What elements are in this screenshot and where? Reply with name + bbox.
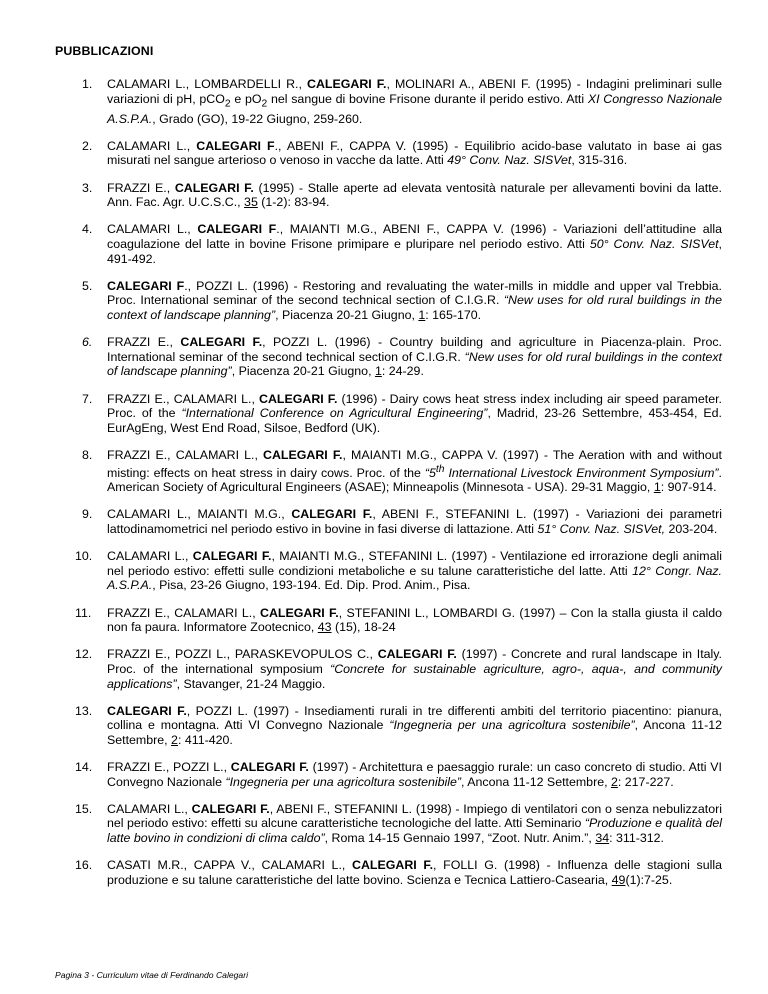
venue: “Produzione e qualità del latte bovino in condizioni di clima caldo” <box>107 816 722 846</box>
item-number: 6. <box>82 335 93 350</box>
subscript: 2 <box>224 98 231 110</box>
citation-text: : 411-420. <box>177 732 233 747</box>
highlighted-author: CALEGARI F <box>197 222 277 237</box>
volume: 1 <box>418 307 426 322</box>
authors: CASATI M.R., CAPPA V., CALAMARI L., <box>107 858 353 873</box>
authors: CALAMARI L., <box>107 138 197 153</box>
citation-text: : 217-227. <box>617 774 674 789</box>
subscript: 2 <box>261 98 268 110</box>
citation-text: , Piacenza 20-21 Giugno, <box>275 307 419 322</box>
list-item <box>75 801 722 846</box>
citation-text: ., POZZI L. (1996) - Restoring and revaluating the water-mills in middle and upper val Trebbia. Proc. International seminar of the second technical section of C.I.G.R. <box>107 278 722 308</box>
item-number: 4. <box>82 222 93 237</box>
highlighted-author: CALEGARI F. <box>107 703 187 718</box>
citation-text: (1):7-25. <box>625 872 673 887</box>
citation-text: : 165-170. <box>425 307 482 322</box>
venue: “New uses for old rural buildings in the context of landscape planning” <box>107 293 722 322</box>
list-item <box>75 549 722 593</box>
citation-text: , ABENI F., STEFANINI L. (1997) - Variazioni dei parametri lattodinamometrici nel periodo estivo in bovine in fasi diverse di lattazione. Atti <box>107 507 722 536</box>
citation-text: ., ABENI F., CAPPA V. (1995) - Equilibrio acido-base valutato in base ai gas misurati nel sangue arterioso o venoso in vacche da latte. Atti <box>107 138 722 168</box>
citation-text: , Stavanger, 21-24 Maggio. <box>176 676 326 691</box>
citation-text: , MAIANTI M.G., CAPPA V. (1997) - The Aeration with and without misting: effects on heat stress in dairy cows. Proc. of the <box>107 447 723 480</box>
venue: 12° Congr. Naz. A.S.P.A. <box>107 563 722 593</box>
item-number: 14. <box>75 760 93 775</box>
venue: 51° Conv. Naz. SISVet, <box>537 522 666 536</box>
item-number: 15. <box>75 801 93 816</box>
venue: “Concrete for sustainable agriculture, agro-, aqua-, and community applications” <box>107 661 722 691</box>
volume: 2 <box>171 732 178 747</box>
citation-text: (1997) - Architettura e paesaggio rurale: un caso concreto di studio. Atti VI Convegno Nazionale <box>107 760 722 789</box>
citation-text: ., MAIANTI M.G., ABENI F., CAPPA V. (1996) - Variazioni dell’attitudine alla coagulazione del latte in bovine Frisone primipare e pluripare nel periodo estivo. Atti <box>107 222 723 251</box>
item-number: 2. <box>82 138 93 153</box>
highlighted-author: CALEGARI F. <box>291 507 373 522</box>
authors: CALAMARI L., <box>107 222 198 237</box>
venue: International Livestock Environment Symposium” <box>444 465 719 480</box>
citation-text: , MAIANTI M.G., STEFANINI L. (1997) - Ventilazione ed irrorazione degli animali nel periodo estivo: effetti sulle condizioni metaboliche e su talune caratteristiche del latte. Atti <box>107 549 722 578</box>
highlighted-author: CALEGARI F. <box>377 647 457 662</box>
list-item <box>75 858 722 887</box>
highlighted-author: CALEGARI F <box>107 278 185 293</box>
highlighted-author: CALEGARI F. <box>352 858 434 873</box>
authors: FRAZZI E., CALAMARI L., <box>107 605 260 620</box>
venue: XI Congresso Nazionale A.S.P.A. <box>107 91 722 126</box>
list-item <box>82 391 723 436</box>
citation-text: , POZZI L. (1996) - Country building and agriculture in Piacenza-plain. Proc. International seminar of the second technical section of C.I.G.R. <box>107 335 722 364</box>
item-number: 7. <box>82 391 93 406</box>
highlighted-author: CALEGARI F. <box>192 549 272 564</box>
item-number: 5. <box>82 278 93 293</box>
list-item <box>75 647 722 691</box>
list-item <box>82 507 722 536</box>
venue: “5 <box>424 465 436 480</box>
list-item <box>82 222 723 266</box>
citation-text: (1997) - Concrete and rural landscape in Italy. Proc. of the international symposium <box>107 647 722 676</box>
volume: 1 <box>653 480 661 495</box>
citation-text: , Ancona 11-12 Settembre, <box>461 774 611 789</box>
venue: 50° Conv. Naz. SISVet <box>589 237 719 251</box>
page-footer: Pagina 3 - Curriculum vitae di Ferdinando Calegari <box>55 970 248 980</box>
venue: “New uses for old rural buildings in the context of landscape planning” <box>107 349 722 379</box>
volume: 49 <box>611 872 626 887</box>
citation-text: : 311-312. <box>609 831 665 846</box>
citation-text: , FOLLI G. (1998) - Influenza delle stagioni sulla produzione e su talune caratteristiche del latte bovino. Scienza e Tecnica Lattiero-Casearia, <box>107 858 722 887</box>
citation-text: (1-2): 83-94. <box>257 195 330 210</box>
item-number: 8. <box>82 447 93 462</box>
citation-text: , MOLINARI A., ABENI F. (1995) - Indagini preliminari sulle variazioni di pH, pCO <box>107 77 722 106</box>
citation-text: nel sangue di bovine Frisone durante il perido estivo. Atti <box>267 91 588 106</box>
citation-text: e pO <box>230 91 262 106</box>
highlighted-author: CALEGARI F. <box>263 447 343 462</box>
authors: FRAZZI E., <box>107 335 181 350</box>
citation-text: , 491-492. <box>107 237 722 266</box>
citation-text: , Piacenza 20-21 Giugno, <box>231 364 375 379</box>
volume: 2 <box>610 774 618 789</box>
list-item <box>82 447 723 495</box>
volume: 34 <box>595 831 610 846</box>
item-number: 9. <box>82 507 93 522</box>
citation-text: , Madrid, 23-26 Settembre, 453-454, Ed. EurAgEng, West End Road, Silsoe, Bedford (UK). <box>107 406 723 435</box>
highlighted-author: CALEGARI F. <box>230 760 309 775</box>
citation-text: : 907-914. <box>660 480 717 495</box>
item-number: 12. <box>75 647 93 662</box>
volume: 43 <box>317 620 332 635</box>
citation-text: , Pisa, 23-26 Giugno, 193-194. Ed. Dip. Prod. Anim., Pisa. <box>152 578 471 593</box>
highlighted-author: CALEGARI F. <box>307 77 387 91</box>
venue: “Ingegneria per una agricoltura sostenibile” <box>389 718 635 733</box>
authors: CALAMARI L., <box>107 801 192 816</box>
volume: 35 <box>244 195 258 210</box>
item-number: 16. <box>75 858 93 873</box>
citation-text: (1995) - Stalle aperte ad elevata ventosità naturale per allevamenti bovini da latte. Ann. Fac. Agr. U.C.S.C., <box>107 180 722 210</box>
citation-text: , Roma 14-15 Gennaio 1997, “Zoot. Nutr. Anim.”, <box>324 831 596 846</box>
list-item <box>82 335 722 379</box>
citation-text: , POZZI L. (1997) - Insediamenti rurali in tre differenti ambiti del territorio piacentino: pianura, collina e montagna. Atti VI Convegno Nazionale <box>107 703 722 733</box>
authors: CALAMARI L., LOMBARDELLI R., <box>107 77 308 91</box>
citation-text: (15), 18-24 <box>331 620 396 635</box>
superscript: th <box>435 463 445 475</box>
publication-list <box>75 77 723 900</box>
list-item <box>82 278 722 323</box>
list-item <box>75 760 722 789</box>
list-item <box>82 138 722 168</box>
item-number: 1. <box>82 77 93 91</box>
item-number: 3. <box>82 180 93 195</box>
citation-text: , Ancona 11-12 Settembre, <box>107 718 722 747</box>
authors: CALAMARI L., MAIANTI M.G., <box>107 507 292 522</box>
list-item <box>75 605 722 635</box>
authors: FRAZZI E., POZZI L., PARASKEVOPULOS C., <box>107 647 378 662</box>
citation-text: 203-204. <box>665 522 718 536</box>
highlighted-author: CALEGARI F. <box>259 391 338 406</box>
item-number: 13. <box>75 703 93 718</box>
highlighted-author: CALEGARI F. <box>180 335 263 350</box>
citation-text: (1996) - Dairy cows heat stress index including air speed parameter. Proc. of the <box>107 391 722 421</box>
list-item <box>82 180 722 210</box>
citation-text: , ABENI F., STEFANINI L. (1998) - Impiego di ventilatori con o senza nebulizzatori nel periodo estivo: effetti su alcune caratteristiche tecnologiche del latte. Atti Seminario <box>107 801 722 831</box>
list-item <box>75 703 722 748</box>
highlighted-author: CALEGARI F. <box>191 801 270 816</box>
item-number: 11. <box>75 605 92 620</box>
citation-text: , STEFANINI L., LOMBARDI G. (1997) – Con la stalla giusta il caldo non fa paura. Informatore Zootecnico, <box>107 605 722 635</box>
authors: FRAZZI E., POZZI L., <box>107 760 231 775</box>
authors: CALAMARI L., <box>107 549 193 564</box>
citation-text: , 315-316. <box>571 153 628 168</box>
authors: FRAZZI E., <box>107 180 175 195</box>
highlighted-author: CALEGARI F <box>196 138 275 153</box>
venue: 49° Conv. Naz. SISVet <box>447 153 572 168</box>
authors: FRAZZI E., CALAMARI L., <box>107 391 259 406</box>
item-number: 10. <box>75 549 93 564</box>
citation-text: , Grado (GO), 19-22 Giugno, 259-260. <box>152 111 363 126</box>
highlighted-author: CALEGARI F. <box>174 180 254 195</box>
venue: “Ingegneria per una agricoltura sostenibile” <box>225 774 462 789</box>
highlighted-author: CALEGARI F. <box>260 605 339 620</box>
volume: 1 <box>374 364 382 379</box>
venue: “International Conference on Agricultural Engineering” <box>181 406 488 421</box>
list-item <box>82 77 722 126</box>
authors: FRAZZI E., CALAMARI L., <box>107 447 264 462</box>
citation-text: : 24-29. <box>381 364 424 379</box>
citation-text: . American Society of Agricultural Engineers (ASAE); Minneapolis (Minnesota - USA). 29-31 Maggio, <box>107 465 722 495</box>
section-heading: PUBBLICAZIONI <box>55 44 154 58</box>
